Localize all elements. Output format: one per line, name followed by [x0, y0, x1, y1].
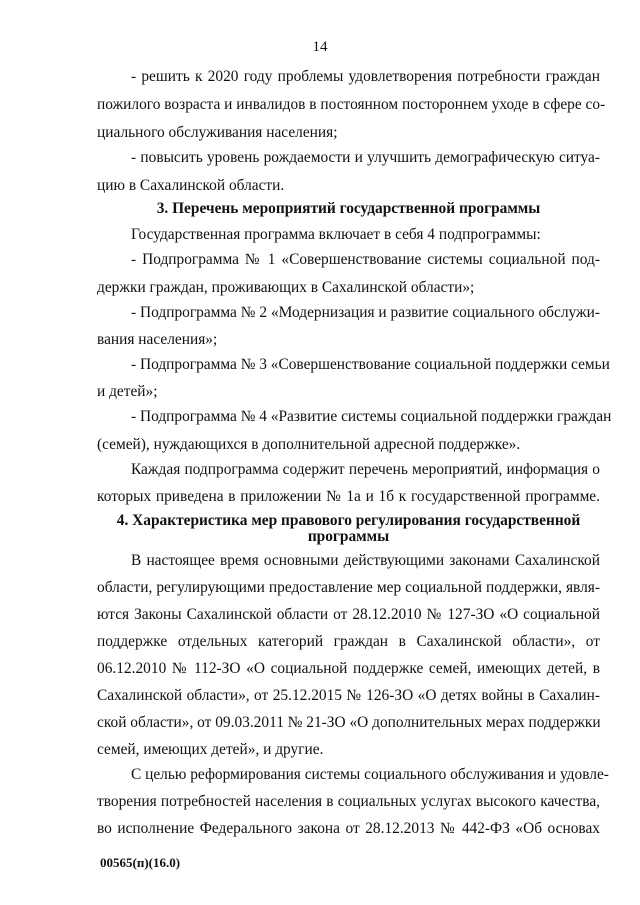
text-line: которых приведена в приложении № 1а и 1б к государственной программе.: [97, 488, 600, 505]
page-number: 14: [312, 39, 328, 55]
text-line: - Подпрограмма № 4 «Развитие системы социальной поддержки граждан: [131, 408, 612, 425]
text-line: Государственная программа включает в себя 4 подпрограммы:: [131, 226, 541, 243]
text-line: - повысить уровень рождаемости и улучшить демографическую ситуа-: [131, 149, 600, 166]
text-line: Каждая подпрограмма содержит перечень мероприятий, информация о: [131, 461, 600, 478]
section-heading: 4. Характеристика мер правового регулирования государственной: [116, 512, 581, 529]
text-line: циального обслуживания населения;: [97, 124, 338, 141]
text-line: пожилого возраста и инвалидов в постоянном постороннем уходе в сфере со-: [97, 96, 606, 113]
text-line: поддержке отдельных категорий граждан в Сахалинской области», от: [97, 633, 600, 650]
text-line: держки граждан, проживающих в Сахалинской области»;: [97, 279, 475, 296]
text-line: во исполнение Федерального закона от 28.12.2013 № 442-ФЗ «Об основах: [97, 820, 600, 837]
text-line: 06.12.2010 № 112-ЗО «О социальной поддержке семей, имеющих детей, в: [97, 660, 600, 677]
text-line: (семей), нуждающихся в дополнительной адресной поддержке».: [97, 436, 521, 453]
text-line: - решить к 2020 году проблемы удовлетворения потребности граждан: [131, 68, 600, 85]
text-line: творения потребностей населения в социальных услугах высокого качества,: [97, 793, 600, 810]
text-line: цию в Сахалинской области.: [97, 177, 285, 194]
text-line: - Подпрограмма № 2 «Модернизация и развитие социального обслужи-: [131, 304, 600, 321]
text-line: - Подпрограмма № 1 «Совершенствование системы социальной под-: [131, 251, 600, 268]
text-line: В настоящее время основными действующими законами Сахалинской: [131, 552, 600, 569]
section-heading-continued: программы: [307, 528, 390, 545]
section-heading: 3. Перечень мероприятий государственной программы: [156, 200, 541, 217]
text-line: Сахалинской области», от 25.12.2015 № 126-ЗО «О детях войны в Сахалин-: [97, 687, 600, 704]
text-line: - Подпрограмма № 3 «Совершенствование социальной поддержки семьи: [131, 356, 610, 373]
text-line: вания населения»;: [97, 331, 218, 348]
text-line: и детей»;: [97, 383, 158, 400]
text-line: ской области», от 09.03.2011 № 21-ЗО «О дополнительных мерах поддержки: [97, 714, 601, 731]
text-line: ются Законы Сахалинской области от 28.12.2010 № 127-ЗО «О социальной: [97, 606, 600, 623]
text-line: С целью реформирования системы социального обслуживания и удовле-: [131, 766, 609, 783]
text-line: области, регулирующими предоставление мер социальной поддержки, явля-: [97, 579, 600, 596]
text-line: семей, имеющих детей», и другие.: [97, 741, 324, 758]
document-code: 00565(п)(16.0): [100, 855, 181, 870]
